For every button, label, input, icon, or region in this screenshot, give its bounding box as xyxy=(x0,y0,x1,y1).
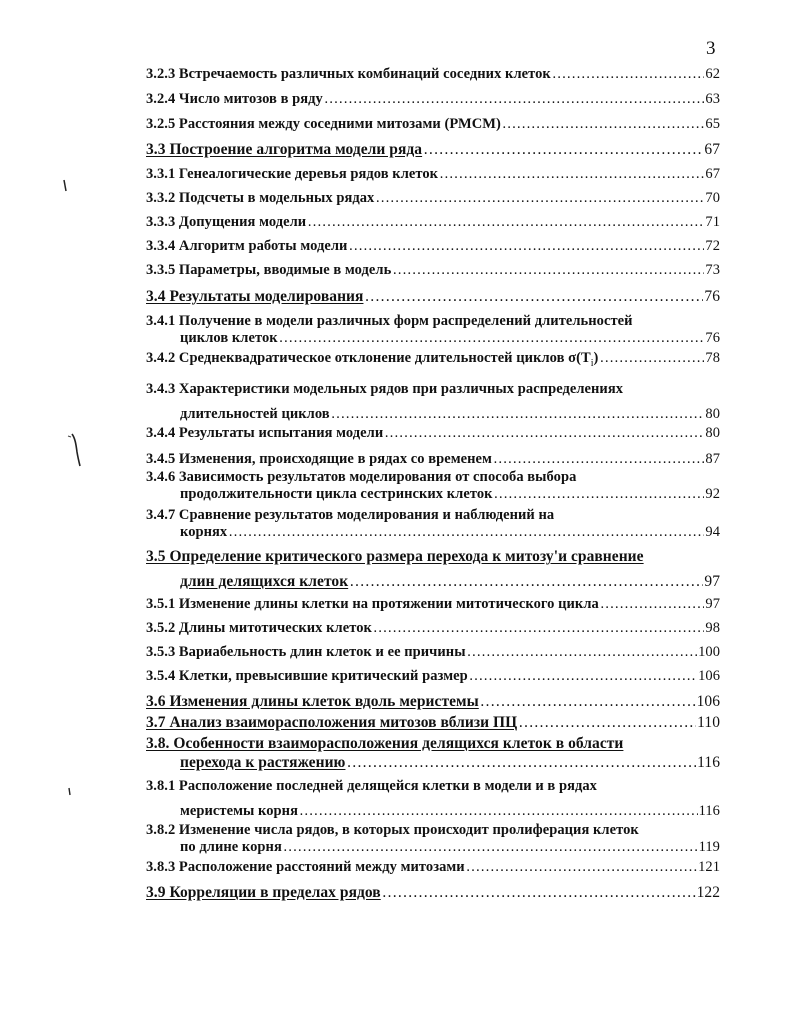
toc-section-heading[interactable] xyxy=(146,288,720,305)
toc-entry-title: 3.3.3 Допущения модели xyxy=(146,214,307,230)
toc-entry-title-line1: 3.4.3 Характеристики модельных рядов при различных распределениях xyxy=(146,381,624,397)
toc-entry[interactable] xyxy=(146,190,720,207)
toc-section-heading[interactable] xyxy=(146,693,720,710)
toc-entry-title: меристемы корня xyxy=(180,803,298,819)
toc-entry[interactable] xyxy=(146,214,720,231)
leader-dots xyxy=(228,524,704,541)
toc-entry-page: 119 xyxy=(698,839,720,855)
scan-speck-mark xyxy=(60,178,70,194)
leader-dots xyxy=(382,884,696,901)
toc-entry-page: 87 xyxy=(705,451,720,467)
toc-entry-title: длительностей циклов xyxy=(180,406,330,422)
toc-entry[interactable] xyxy=(146,377,720,427)
toc-entry-title: 3.5.1 Изменение длины клетки на протяжении митотического цикла xyxy=(146,596,599,612)
toc-entry-page: 76 xyxy=(705,330,720,346)
toc-entry-title: 3.9 Корреляции в пределах рядов xyxy=(146,884,381,901)
toc-entry-page: 80 xyxy=(705,425,720,441)
toc-entry-page: 98 xyxy=(705,620,720,636)
toc-entry-title: 3.4 Результаты моделирования xyxy=(146,288,364,305)
toc-entry-page: 71 xyxy=(705,214,720,230)
leader-dots xyxy=(466,859,697,876)
toc-entry-title: 3.3.1 Генеалогические деревья рядов клеток xyxy=(146,166,439,182)
leader-dots xyxy=(348,238,704,255)
toc-entry-title: по длине корня xyxy=(180,839,282,855)
leader-dots xyxy=(346,754,696,771)
leader-dots xyxy=(375,190,704,207)
toc-entry-page: 106 xyxy=(698,668,720,684)
toc-entry[interactable] xyxy=(146,620,720,637)
toc-entry[interactable] xyxy=(146,116,720,133)
leader-dots xyxy=(423,141,703,158)
toc-entry-title: 3.6 Изменения длины клеток вдоль меристемы xyxy=(146,693,479,710)
leader-dots xyxy=(502,116,705,133)
toc-entry-page: 65 xyxy=(705,116,720,132)
toc-entry-page: 106 xyxy=(696,693,720,710)
toc-entry-title-line1: 3.8. Особенности взаиморасположения делящихся клеток в области xyxy=(146,735,624,752)
leader-dots xyxy=(279,330,705,347)
leader-dots xyxy=(283,839,698,856)
toc-entry-title-line1: 3.4.6 Зависимость результатов моделирования от способа выбора xyxy=(146,469,577,485)
toc-entry-title: продолжительности цикла сестринских клеток xyxy=(180,486,493,502)
toc-entry-page: 78 xyxy=(705,350,720,366)
toc-entry[interactable] xyxy=(146,507,720,541)
toc-entry-title: 3.7 Анализ взаиморасположения митозов вблизи ПЦ xyxy=(146,714,518,731)
leader-dots xyxy=(439,166,704,183)
leader-dots xyxy=(364,288,703,305)
leader-dots xyxy=(552,66,705,83)
toc-entry-title: 3.3.5 Параметры, вводимые в модель xyxy=(146,262,392,278)
toc-entry[interactable] xyxy=(146,166,720,183)
toc-entry-title: 3.3 Построение алгоритма модели ряда xyxy=(146,141,423,158)
toc-entry-title-line1: 3.8.2 Изменение числа рядов, в которых происходит пролиферация клеток xyxy=(146,822,639,838)
toc-entry-page: 80 xyxy=(705,406,720,422)
toc-section-heading[interactable] xyxy=(146,884,720,901)
toc-entry-title: 3.4.2 Среднеквадратическое отклонение длительностей циклов $\sigma(T_i)$ xyxy=(146,350,599,369)
toc-entry[interactable] xyxy=(146,668,720,685)
toc-entry-title: 3.5.4 Клетки, превысившие критический размер xyxy=(146,668,468,684)
leader-dots xyxy=(299,799,698,824)
leader-dots xyxy=(384,425,704,442)
toc-entry-title-line1: 3.4.1 Получение в модели различных форм распределений длительностей xyxy=(146,313,633,329)
toc-entry-page: 97 xyxy=(705,596,720,612)
leader-dots xyxy=(324,91,705,108)
toc-entry-title: 3.8.3 Расположение расстояний между митозами xyxy=(146,859,465,875)
leader-dots xyxy=(373,620,704,637)
toc-entry[interactable] xyxy=(146,469,720,503)
toc-entry-title: перехода к растяжению xyxy=(180,754,346,771)
toc-entry-title: 3.5.2 Длины митотических клеток xyxy=(146,620,372,636)
leader-dots xyxy=(518,714,696,731)
scan-speck-mark xyxy=(66,432,86,468)
toc-section-heading[interactable] xyxy=(146,544,720,594)
toc-entry-page: 70 xyxy=(705,190,720,206)
toc-entry-page: 121 xyxy=(698,859,720,875)
toc-entry-page: 116 xyxy=(698,803,720,819)
toc-entry[interactable] xyxy=(146,822,720,856)
leader-dots xyxy=(600,596,705,613)
leader-dots xyxy=(349,569,703,594)
leader-dots xyxy=(392,262,704,279)
toc-entry-title-line1: 3.4.7 Сравнение результатов моделирования и наблюдений на xyxy=(146,507,555,523)
toc-entry[interactable] xyxy=(146,350,720,372)
toc-entry-page: 62 xyxy=(705,66,720,82)
toc-entry-title: циклов клеток xyxy=(180,330,278,346)
toc-entry-page: 92 xyxy=(705,486,720,502)
toc-entry[interactable] xyxy=(146,238,720,255)
toc-entry-page: 76 xyxy=(704,288,720,305)
toc-entry-title: 3.5.3 Вариабельность длин клеток и ее причины xyxy=(146,644,466,660)
toc-section-heading[interactable] xyxy=(146,735,720,771)
toc-entry[interactable] xyxy=(146,66,720,83)
toc-entry-title: 3.4.4 Результаты испытания модели xyxy=(146,425,384,441)
toc-entry-title: 3.3.2 Подсчеты в модельных рядах xyxy=(146,190,375,206)
toc-entry[interactable] xyxy=(146,91,720,108)
toc-entry-title: длин делящихся клеток xyxy=(180,573,349,590)
toc-entry-page: 67 xyxy=(704,141,720,158)
toc-entry[interactable] xyxy=(146,774,720,824)
toc-entry[interactable] xyxy=(146,859,720,876)
toc-entry-page: 73 xyxy=(705,262,720,278)
leader-dots xyxy=(331,402,705,427)
toc-entry-page: 97 xyxy=(704,573,720,590)
toc-entry-title: 3.3.4 Алгоритм работы модели xyxy=(146,238,348,254)
toc-entry-title: 3.2.4 Число митозов в ряду xyxy=(146,91,323,107)
toc-entry[interactable] xyxy=(146,262,720,279)
toc-entry-page: 100 xyxy=(698,644,720,660)
toc-entry-page: 94 xyxy=(705,524,720,540)
leader-dots xyxy=(469,668,697,685)
toc-entry[interactable] xyxy=(146,596,720,613)
toc-entry[interactable] xyxy=(146,425,720,442)
toc-entry[interactable] xyxy=(146,451,720,468)
leader-dots xyxy=(480,693,696,710)
toc-entry-page: 122 xyxy=(696,884,720,901)
toc-entry-title: 3.4.5 Изменения, происходящие в рядах со временем xyxy=(146,451,492,467)
toc-entry-page: 116 xyxy=(697,754,720,771)
toc-entry-page: 63 xyxy=(705,91,720,107)
toc-entry-page: 110 xyxy=(697,714,720,731)
scan-speck-mark xyxy=(66,786,74,798)
leader-dots xyxy=(493,451,704,468)
leader-dots xyxy=(467,644,698,661)
page-number: 3 xyxy=(706,38,716,59)
toc-entry-page: 72 xyxy=(705,238,720,254)
leader-dots xyxy=(494,486,705,503)
toc-entry[interactable] xyxy=(146,313,720,347)
toc-entry-page: 67 xyxy=(705,166,720,182)
toc-entry-title: корнях xyxy=(180,524,228,540)
toc-entry-title: 3.2.3 Встречаемость различных комбинаций соседних клеток xyxy=(146,66,551,82)
toc-section-heading[interactable] xyxy=(146,714,720,731)
toc-entry-title-line1: 3.8.1 Расположение последней делящейся клетки в модели и в рядах xyxy=(146,778,597,794)
toc-section-heading[interactable] xyxy=(146,141,720,158)
toc-entry[interactable] xyxy=(146,644,720,661)
toc-entry-title: 3.2.5 Расстояния между соседними митозами (РМСМ) xyxy=(146,116,501,132)
leader-dots xyxy=(599,350,704,367)
toc-entry-title-line1: 3.5 Определение критического размера перехода к митозу'и сравнение xyxy=(146,548,644,565)
leader-dots xyxy=(307,214,704,231)
